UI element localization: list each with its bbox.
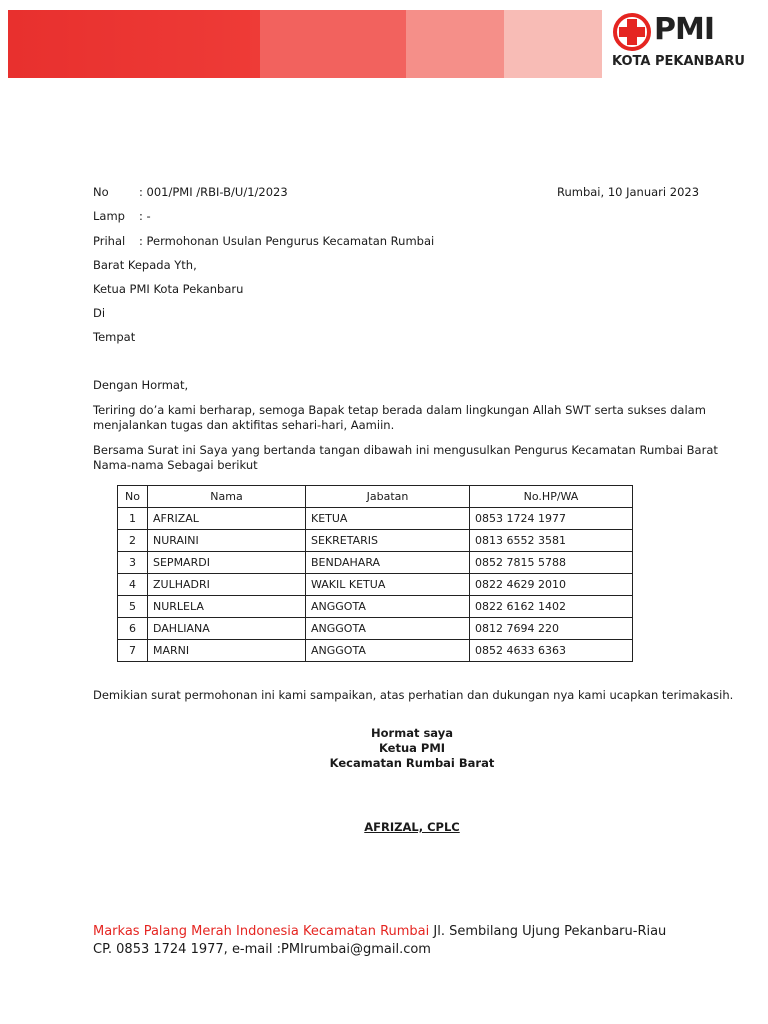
logo-text: PMI — [654, 12, 715, 47]
pmi-logo — [612, 12, 745, 76]
cell-name: NURLELA — [148, 596, 306, 618]
logo-subtitle: KOTA PEKANBARU — [612, 54, 745, 69]
header-position: Jabatan — [306, 486, 470, 508]
table-row — [118, 596, 633, 618]
band-segment — [260, 10, 406, 78]
body-paragraph: Bersama Surat ini Saya yang bertanda tangan dibawah ini mengusulkan Pengurus Kecamatan Rumbai Barat Nama-nama Sebagai berikut — [93, 443, 718, 472]
signer-name: AFRIZAL, CPLC — [364, 820, 460, 834]
signature-block — [312, 726, 512, 771]
address-line: Barat Kepada Yth, — [93, 258, 197, 272]
cell-position: ANGGOTA — [306, 596, 470, 618]
cell-phone: 0822 6162 1402 — [470, 596, 633, 618]
address-line: Di — [93, 306, 106, 320]
footer-address: Jl. Sembilang Ujung Pekanbaru-Riau — [429, 924, 667, 939]
signature-line: Ketua PMI — [378, 741, 446, 755]
header-phone: No.HP/WA — [470, 486, 633, 508]
cell-name: ZULHADRI — [148, 574, 306, 596]
cell-no: 1 — [118, 508, 148, 530]
cell-phone: 0852 4633 6363 — [470, 640, 633, 662]
cell-name: SEPMARDI — [148, 552, 306, 574]
cell-no: 6 — [118, 618, 148, 640]
cell-name: NURAINI — [148, 530, 306, 552]
cell-no: 7 — [118, 640, 148, 662]
footer-contact: CP. 0853 1724 1977, e-mail :PMIrumbai@gmail.com — [93, 942, 431, 957]
cell-phone: 0813 6552 3581 — [470, 530, 633, 552]
footer-org-name: Markas Palang Merah Indonesia Kecamatan Rumbai — [93, 924, 430, 939]
signature-line: Kecamatan Rumbai Barat — [329, 756, 495, 770]
members-table — [117, 485, 633, 662]
prihal-label: Prihal — [93, 234, 126, 248]
cell-phone: 0822 4629 2010 — [470, 574, 633, 596]
greeting: Dengan Hormat, — [93, 378, 189, 392]
cell-position: KETUA — [306, 508, 470, 530]
table-row — [118, 552, 633, 574]
header-no: No — [118, 486, 148, 508]
table-row — [118, 508, 633, 530]
no-value: : 001/PMI /RBI-B/U/1/2023 — [139, 185, 288, 199]
header-name: Nama — [148, 486, 306, 508]
lamp-row — [93, 209, 151, 223]
cell-name: AFRIZAL — [148, 508, 306, 530]
cell-position: ANGGOTA — [306, 618, 470, 640]
table-row — [118, 530, 633, 552]
signer-name-block — [312, 820, 512, 835]
cell-position: SEKRETARIS — [306, 530, 470, 552]
band-segment — [406, 10, 504, 78]
band-segment — [504, 10, 602, 78]
cell-no: 3 — [118, 552, 148, 574]
prihal-value: : Permohonan Usulan Pengurus Kecamatan Rumbai — [139, 234, 435, 248]
band-segment — [8, 10, 260, 78]
no-label: No — [93, 185, 109, 199]
prihal-row — [93, 234, 434, 248]
letter-number-row — [93, 185, 288, 199]
lamp-label: Lamp — [93, 209, 125, 223]
footer-address-line — [93, 923, 666, 941]
cell-no: 5 — [118, 596, 148, 618]
table-row — [118, 574, 633, 596]
lamp-value: : - — [139, 209, 151, 223]
body-paragraph: Teriring do’a kami berharap, semoga Bapak tetap berada dalam lingkungan Allah SWT serta sukses dalam menjalankan tugas dan aktifitas sehari-hari, Aamiin. — [93, 403, 706, 432]
table-row — [118, 618, 633, 640]
cell-phone: 0852 7815 5788 — [470, 552, 633, 574]
cell-position: BENDAHARA — [306, 552, 470, 574]
closing-paragraph: Demikian surat permohonan ini kami sampaikan, atas perhatian dan dukungan nya kami ucapkan terimakasih. — [93, 688, 734, 702]
cell-name: DAHLIANA — [148, 618, 306, 640]
cell-no: 4 — [118, 574, 148, 596]
address-line: Ketua PMI Kota Pekanbaru — [93, 282, 244, 296]
red-cross-icon — [612, 12, 652, 52]
cell-position: WAKIL KETUA — [306, 574, 470, 596]
cell-phone: 0853 1724 1977 — [470, 508, 633, 530]
cell-position: ANGGOTA — [306, 640, 470, 662]
table-row — [118, 640, 633, 662]
cell-name: MARNI — [148, 640, 306, 662]
signature-line: Hormat saya — [371, 726, 453, 740]
table-header-row — [118, 486, 633, 508]
place-date: Rumbai, 10 Januari 2023 — [557, 185, 700, 199]
cell-no: 2 — [118, 530, 148, 552]
address-line: Tempat — [93, 330, 136, 344]
cell-phone: 0812 7694 220 — [470, 618, 633, 640]
header-color-band — [8, 10, 602, 78]
